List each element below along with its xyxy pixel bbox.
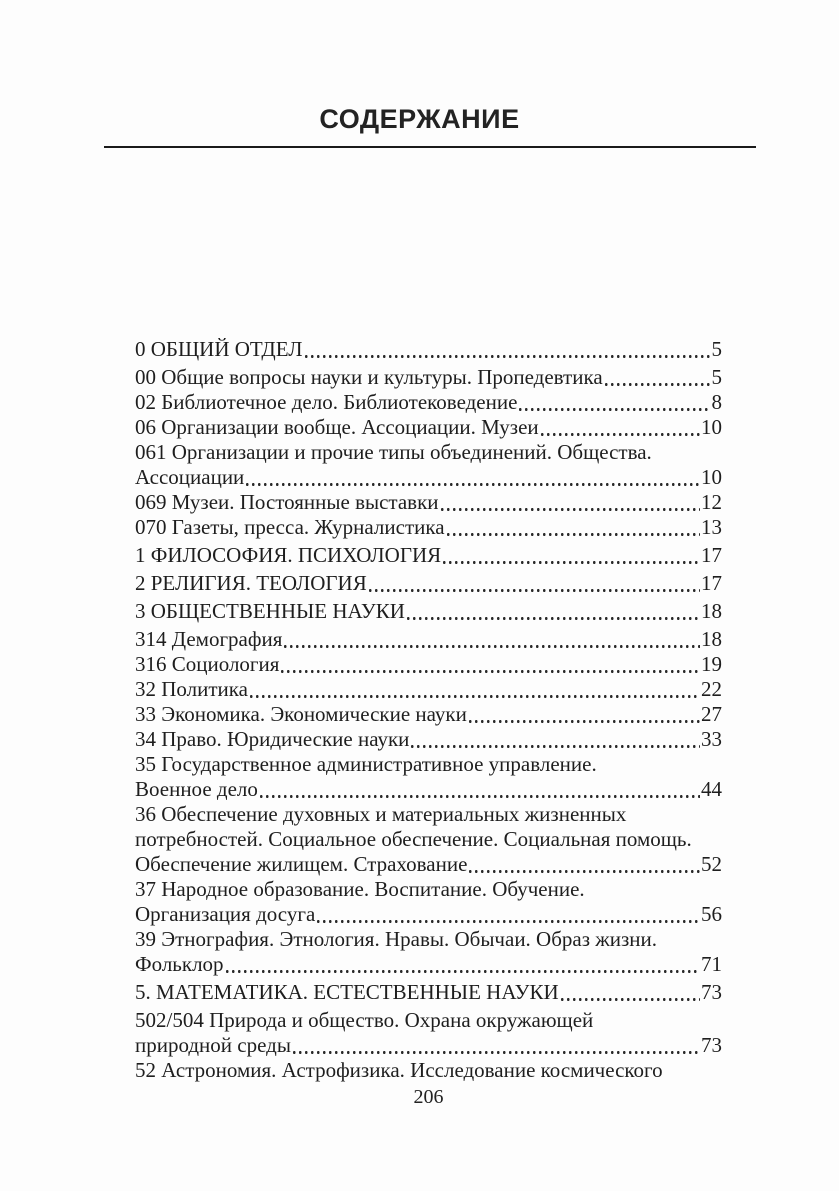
toc-entry	[135, 365, 722, 390]
toc-entry	[135, 627, 722, 652]
toc-leader-dots	[411, 745, 700, 748]
toc-entry	[135, 902, 722, 927]
toc-entry	[135, 1008, 722, 1033]
toc-entry-page-number: 17	[701, 571, 722, 595]
toc-entry-text: 35 Государственное административное управление.	[135, 752, 597, 776]
toc-leader-dots	[317, 920, 700, 923]
toc-entry-text: 3 ОБЩЕСТВЕННЫЕ НАУКИ	[135, 599, 405, 623]
toc-leader-dots	[246, 483, 700, 486]
toc-entry	[135, 337, 722, 362]
toc-entry	[135, 727, 722, 752]
toc-leader-dots	[281, 670, 700, 673]
toc-entry	[135, 652, 722, 677]
toc-leader-dots	[541, 433, 700, 436]
toc-entry-page-number: 33	[701, 727, 722, 751]
toc-entry-text: 36 Обеспечение духовных и материальных жизненных	[135, 802, 627, 826]
toc-entry-page-number: 17	[701, 543, 722, 567]
toc-leader-dots	[561, 998, 700, 1001]
toc-entry-text: 52 Астрономия. Астрофизика. Исследование космического	[135, 1058, 663, 1082]
toc-entry-page-number: 18	[701, 627, 722, 651]
toc-leader-dots	[260, 795, 700, 798]
toc-leader-dots	[305, 355, 711, 358]
toc-entry-page-number: 22	[701, 677, 722, 701]
toc-leader-dots	[250, 695, 700, 698]
toc-entry-text: 34 Право. Юридические науки	[135, 727, 410, 751]
toc-entry-page-number: 5	[711, 365, 722, 389]
document-header	[0, 104, 839, 135]
toc-entry-page-number: 13	[701, 515, 722, 539]
toc-entry-page-number: 5	[711, 337, 722, 361]
toc-entry	[135, 1033, 722, 1058]
toc-entry-text: 33 Экономика. Экономические науки	[135, 702, 467, 726]
toc-leader-dots	[369, 589, 700, 592]
toc-entry-page-number: 44	[701, 777, 722, 801]
toc-entry-text: 5. МАТЕМАТИКА. ЕСТЕСТВЕННЫЕ НАУКИ	[135, 980, 559, 1004]
toc-entry	[135, 390, 722, 415]
toc-entry	[135, 980, 722, 1005]
toc-entry	[135, 777, 722, 802]
toc-entry	[135, 752, 722, 777]
toc-entry	[135, 952, 722, 977]
toc-entry	[135, 877, 722, 902]
toc-entry-text: 061 Организации и прочие типы объединений. Общества.	[135, 440, 652, 464]
toc-entry-page-number: 27	[701, 702, 722, 726]
toc-entry-text: 1 ФИЛОСОФИЯ. ПСИХОЛОГИЯ	[135, 543, 442, 567]
toc-entry	[135, 490, 722, 515]
toc-entry-text: 06 Организации вообще. Ассоциации. Музеи	[135, 415, 539, 439]
toc-leader-dots	[519, 408, 710, 411]
toc-entry-text: 0 ОБЩИЙ ОТДЕЛ	[135, 337, 303, 361]
toc-entry-text: 37 Народное образование. Воспитание. Обучение.	[135, 877, 585, 901]
toc-entry-page-number: 73	[701, 980, 722, 1004]
toc-entry-text: 069 Музеи. Постоянные выставки	[135, 490, 439, 514]
title-divider-rule	[104, 146, 756, 148]
toc-entry-page-number: 52	[701, 852, 722, 876]
toc-entry	[135, 543, 722, 568]
toc-entry-text: Ассоциации	[135, 465, 245, 489]
toc-entry	[135, 465, 722, 490]
toc-leader-dots	[284, 645, 700, 648]
toc-entry-text: 502/504 Природа и общество. Охрана окружающей	[135, 1008, 594, 1032]
page-title: СОДЕРЖАНИЕ	[319, 104, 520, 134]
toc-entry-text: 314 Демография	[135, 627, 283, 651]
toc-entry-page-number: 10	[701, 415, 722, 439]
toc-entry-page-number: 12	[701, 490, 722, 514]
toc-entry-text: 00 Общие вопросы науки и культуры. Пропедевтика	[135, 365, 603, 389]
toc-entry-page-number: 19	[701, 652, 722, 676]
toc-leader-dots	[469, 870, 700, 873]
toc-entry	[135, 802, 722, 827]
toc-leader-dots	[226, 970, 700, 973]
toc-entry-text: 2 РЕЛИГИЯ. ТЕОЛОГИЯ	[135, 571, 367, 595]
toc-entry	[135, 599, 722, 624]
toc-entry	[135, 515, 722, 540]
toc-entry-text: 32 Политика	[135, 677, 248, 701]
page-number: 206	[413, 1086, 444, 1108]
toc-leader-dots	[293, 1051, 700, 1054]
toc-entry-text: 39 Этнография. Этнология. Нравы. Обычаи. Образ жизни.	[135, 927, 658, 951]
toc-entry	[135, 852, 722, 877]
toc-entry-page-number: 71	[701, 952, 722, 976]
toc-entry-text: Фольклор	[135, 952, 224, 976]
toc-entry	[135, 927, 722, 952]
toc-entry-text: потребностей. Социальное обеспечение. Социальная помощь.	[135, 827, 692, 851]
toc-entry	[135, 1058, 722, 1083]
document-footer	[135, 1086, 722, 1109]
toc-entry-page-number: 8	[711, 390, 722, 414]
toc-entry	[135, 440, 722, 465]
toc-entry	[135, 702, 722, 727]
toc-entry-text: Военное дело	[135, 777, 258, 801]
toc-entry-text: 070 Газеты, пресса. Журналистика	[135, 515, 445, 539]
toc-entry-page-number: 56	[701, 902, 722, 926]
toc-entry-text: Организация досуга	[135, 902, 316, 926]
toc-entry	[135, 415, 722, 440]
toc-entry-text: Обеспечение жилищем. Страхование	[135, 852, 468, 876]
toc-entry-text: природной среды	[135, 1033, 291, 1057]
toc-leader-dots	[407, 617, 700, 620]
toc-leader-dots	[443, 561, 700, 564]
toc-entry-page-number: 73	[701, 1033, 722, 1057]
toc-leader-dots	[447, 533, 700, 536]
toc-leader-dots	[605, 383, 711, 386]
table-of-contents	[135, 334, 722, 1083]
toc-entry-text: 316 Социология	[135, 652, 280, 676]
toc-leader-dots	[469, 720, 700, 723]
toc-entry-page-number: 10	[701, 465, 722, 489]
toc-entry-page-number: 18	[701, 599, 722, 623]
toc-entry	[135, 827, 722, 852]
toc-entry-text: 02 Библиотечное дело. Библиотековедение	[135, 390, 518, 414]
toc-entry	[135, 677, 722, 702]
toc-leader-dots	[441, 508, 700, 511]
toc-entry	[135, 571, 722, 596]
